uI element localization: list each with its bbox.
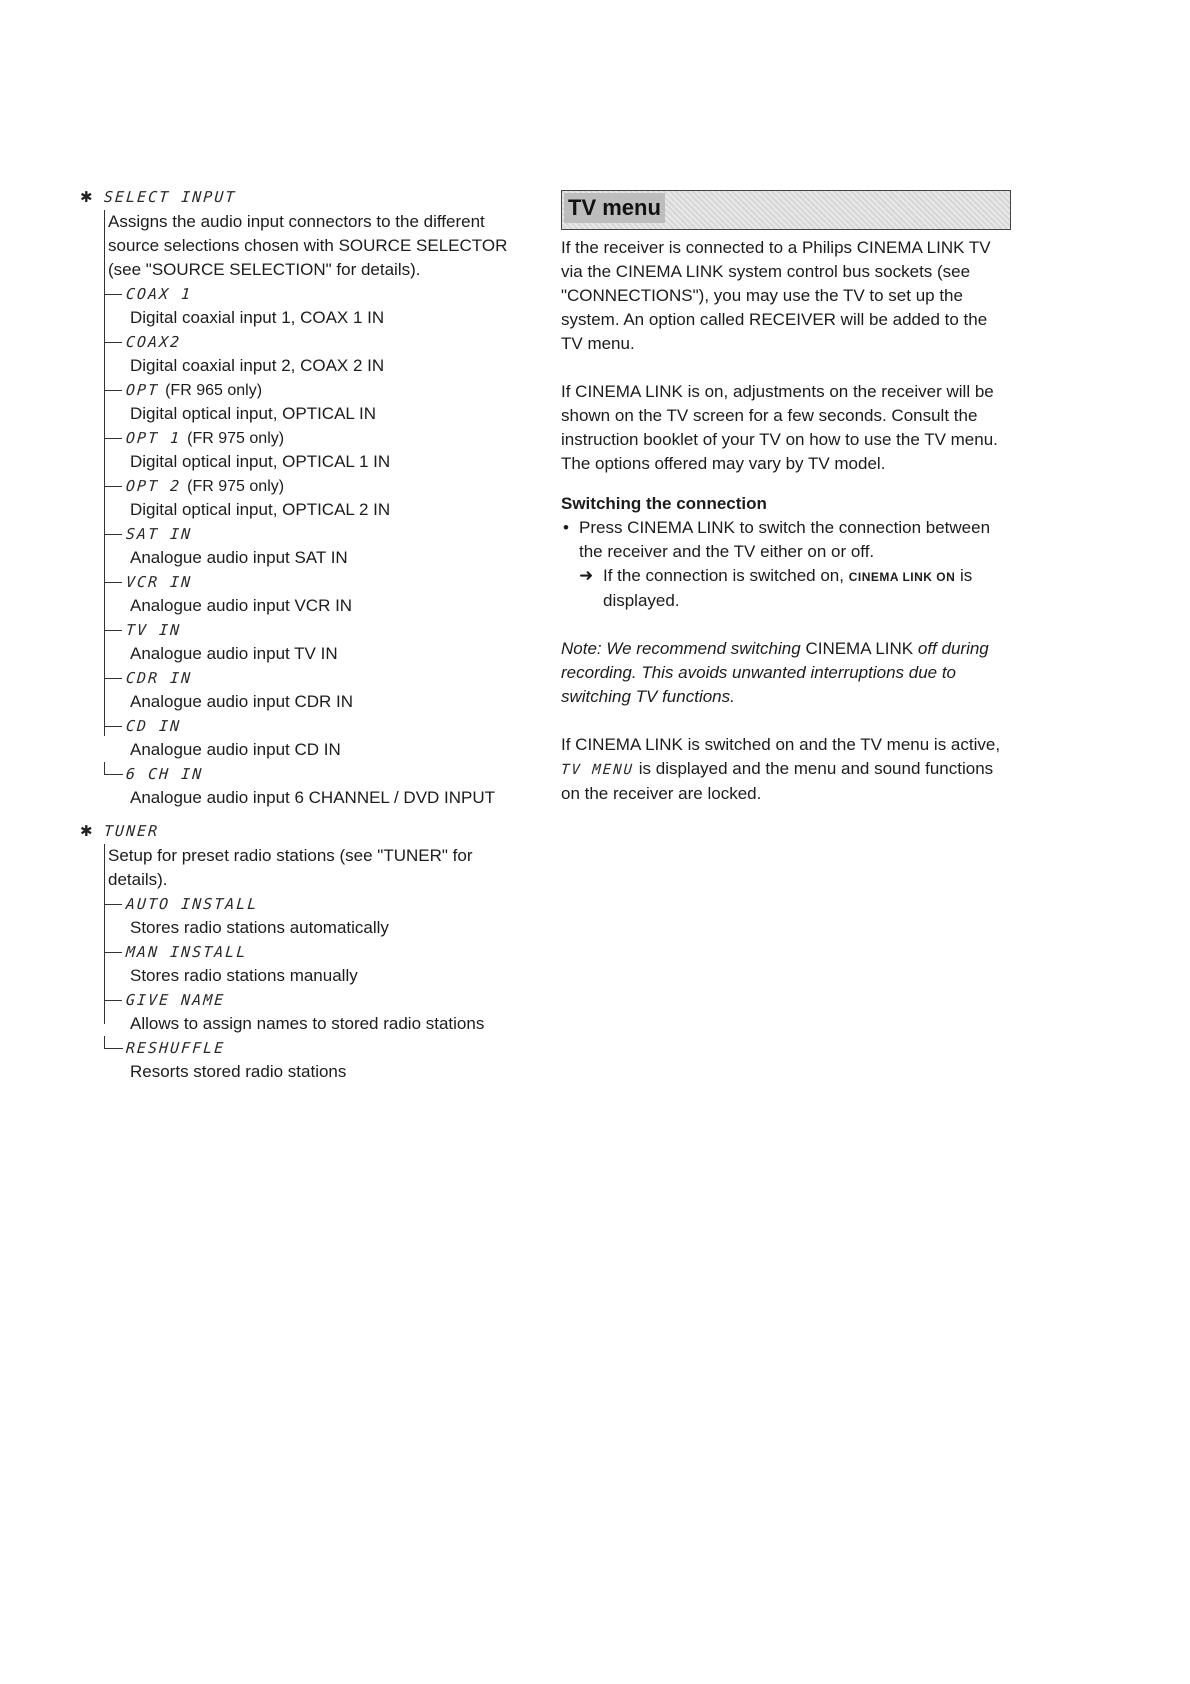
select-input-title: SELECT INPUT: [103, 188, 238, 206]
option-6ch-in: [104, 762, 540, 810]
option-text: Digital coaxial input 1, COAX 1 IN: [130, 308, 385, 327]
select-input-section: [80, 186, 540, 810]
option-man-install: [104, 940, 540, 988]
option-label: COAX 1: [125, 285, 193, 303]
option-label: SAT IN: [125, 525, 193, 543]
bullet-item: • Press CINEMA LINK to switch the connection between the receiver and the TV either on or off.: [563, 518, 991, 561]
option-text: Analogue audio input CDR IN: [130, 692, 354, 711]
option-text: Analogue audio input VCR IN: [130, 596, 353, 615]
option-label: VCR IN: [125, 573, 193, 591]
result-item: ➜ If the connection is switched on, CINEMA LINK ON is displayed.: [579, 566, 973, 610]
option-label: AUTO INSTALL: [125, 895, 260, 913]
option-sat-in: [104, 522, 540, 570]
option-text: Allows to assign names to stored radio stations: [130, 1014, 485, 1033]
option-text: Digital optical input, OPTICAL 1 IN: [130, 452, 391, 471]
option-text: Resorts stored radio stations: [130, 1062, 347, 1081]
option-text: Analogue audio input SAT IN: [130, 548, 348, 567]
option-label: TV IN: [125, 621, 182, 639]
option-text: Analogue audio input CD IN: [130, 740, 341, 759]
option-cd-in: [104, 714, 540, 762]
option-reshuffle: [104, 1036, 540, 1084]
option-label: CD IN: [125, 717, 182, 735]
tv-menu-header: [561, 190, 1011, 230]
display-text: CINEMA LINK ON: [848, 570, 956, 584]
select-input-description: Assigns the audio input connectors to the different source selections chosen with SOURCE SELECTOR (see "SOURCE SELECTION" for details).: [108, 212, 508, 279]
bullet-icon: •: [563, 518, 569, 537]
tv-menu-heading: TV menu: [564, 193, 665, 223]
option-text: Stores radio stations manually: [130, 966, 358, 985]
option-label: RESHUFFLE: [125, 1039, 226, 1057]
option-label: OPT: [125, 381, 160, 399]
note: Note: We recommend switching CINEMA LINK off during recording. This avoids unwanted interruptions due to switching TV functions.: [561, 639, 989, 706]
paragraph-cinema-link: If CINEMA LINK is on, adjustments on the receiver will be shown on the TV screen for a few seconds. Consult the instruction booklet of your TV on how to use the TV menu. The options offered may vary by TV model.: [561, 382, 998, 473]
asterisk-icon: ✱: [80, 823, 93, 840]
option-opt: OPT (FR 965 only) Digital optical input, OPTICAL IN: [104, 378, 540, 426]
option-cdr-in: [104, 666, 540, 714]
option-text: Stores radio stations automatically: [130, 918, 389, 937]
option-give-name: [104, 988, 540, 1036]
tuner-description: Setup for preset radio stations (see "TUNER" for details).: [108, 846, 473, 889]
option-text: Digital optical input, OPTICAL 2 IN: [130, 500, 391, 519]
tuner-title: TUNER: [103, 822, 160, 840]
option-label: OPT 1: [125, 429, 182, 447]
option-coax1: [104, 282, 540, 330]
display-text: TV MENU: [560, 762, 635, 778]
right-column: [561, 190, 1011, 806]
option-label: CDR IN: [125, 669, 193, 687]
option-text: Digital coaxial input 2, COAX 2 IN: [130, 356, 385, 375]
option-text: Analogue audio input TV IN: [130, 644, 338, 663]
option-opt2: OPT 2 (FR 975 only) Digital optical input, OPTICAL 2 IN: [104, 474, 540, 522]
option-text: Analogue audio input 6 CHANNEL / DVD INPUT: [130, 788, 496, 807]
option-label: 6 CH IN: [125, 765, 204, 783]
option-label: GIVE NAME: [125, 991, 226, 1009]
option-tv-in: [104, 618, 540, 666]
option-opt1: OPT 1 (FR 975 only) Digital optical input, OPTICAL 1 IN: [104, 426, 540, 474]
paragraph-locked: If CINEMA LINK is switched on and the TV menu is active, TV MENU is displayed and the menu and sound functions on the receiver are locked.: [560, 735, 1001, 803]
tuner-section: [80, 820, 540, 1084]
option-label: OPT 2: [125, 477, 182, 495]
option-label: COAX2: [125, 333, 182, 351]
option-label: MAN INSTALL: [125, 943, 248, 961]
paragraph-intro: If the receiver is connected to a Philips CINEMA LINK TV via the CINEMA LINK system control bus sockets (see "CONNECTIONS"), you may use the TV to set up the system. An option called RECEIVER will be added to the TV menu.: [561, 238, 991, 353]
switching-heading: Switching the connection: [561, 494, 767, 513]
left-column: [80, 186, 540, 1084]
option-vcr-in: [104, 570, 540, 618]
arrow-icon: ➜: [579, 566, 594, 585]
option-coax2: [104, 330, 540, 378]
option-text: Digital optical input, OPTICAL IN: [130, 404, 376, 423]
asterisk-icon: ✱: [80, 189, 93, 206]
option-auto-install: [104, 892, 540, 940]
